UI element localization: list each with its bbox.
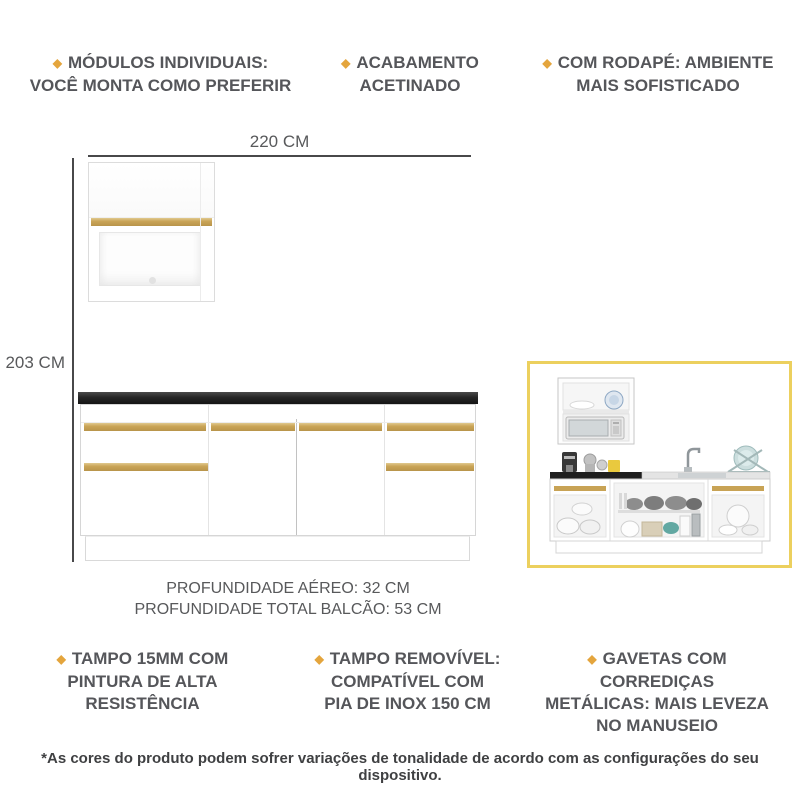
black-countertop bbox=[78, 392, 478, 404]
diamond-bullet-icon: ◆ bbox=[542, 56, 552, 70]
photo-counter bbox=[550, 472, 770, 553]
feature-text: ACETINADO bbox=[359, 76, 461, 95]
counter-body bbox=[80, 404, 476, 536]
height-dimension-label: 203 CM bbox=[5, 353, 65, 372]
counter-cabinet-drawing bbox=[78, 392, 478, 562]
depth-labels bbox=[88, 578, 488, 620]
feature-line bbox=[533, 648, 781, 693]
photo-accessories bbox=[584, 454, 620, 472]
feature-text: PINTURA DE ALTA bbox=[67, 672, 218, 691]
feature-text: ACABAMENTO bbox=[356, 53, 479, 72]
feature-line bbox=[28, 52, 293, 75]
feature-line bbox=[538, 52, 778, 75]
gold-handle-strip bbox=[299, 423, 382, 431]
section-seam bbox=[384, 405, 385, 535]
diamond-bullet-icon: ◆ bbox=[56, 652, 66, 666]
color-disclaimer: *As cores do produto podem sofrer variações de tonalidade de acordo com as configurações do seu dispositivo. bbox=[41, 750, 759, 784]
feature-text: RESISTÊNCIA bbox=[85, 694, 200, 713]
section-seam bbox=[208, 405, 209, 535]
diamond-bullet-icon: ◆ bbox=[587, 652, 597, 666]
feature-text: COMPATÍVEL COM bbox=[331, 672, 484, 691]
feature-text: MÓDULOS INDIVIDUAIS: bbox=[68, 53, 269, 72]
feature-15mm-top bbox=[35, 648, 250, 715]
photo-coffee-machine bbox=[562, 452, 577, 472]
cable-hole bbox=[149, 277, 156, 284]
photo-faucet bbox=[684, 449, 699, 473]
feature-text: NO MANUSEIO bbox=[596, 716, 718, 735]
feature-text: GAVETAS COM CORREDIÇAS bbox=[599, 649, 727, 691]
baseboard-plinth bbox=[85, 536, 470, 561]
wall-cabinet-side-seam bbox=[200, 163, 201, 301]
height-dimension-line bbox=[72, 158, 74, 562]
gold-handle-strip bbox=[386, 463, 474, 471]
photo-microwave bbox=[563, 414, 629, 441]
gold-handle-strip bbox=[84, 463, 208, 471]
feature-line bbox=[320, 52, 500, 75]
feature-text: TAMPO REMOVÍVEL: bbox=[329, 649, 501, 668]
product-photo-frame bbox=[527, 361, 792, 568]
depth-aerial-label: PROFUNDIDADE AÉREO: 32 CM bbox=[166, 580, 410, 597]
feature-individual-modules bbox=[28, 52, 293, 97]
feature-text: VOCÊ MONTA COMO PREFERIR bbox=[29, 76, 292, 95]
gold-handle-strip bbox=[84, 423, 206, 431]
diamond-bullet-icon: ◆ bbox=[341, 56, 351, 70]
feature-line bbox=[35, 648, 250, 671]
center-door-gap bbox=[296, 419, 297, 535]
diamond-bullet-icon: ◆ bbox=[52, 56, 62, 70]
feature-metal-slides bbox=[533, 648, 781, 737]
width-dimension-line bbox=[88, 155, 471, 157]
depth-total-label: PROFUNDIDADE TOTAL BALCÃO: 53 CM bbox=[134, 601, 442, 618]
gold-handle-strip bbox=[387, 423, 474, 431]
feature-removable-top bbox=[305, 648, 510, 715]
feature-text: METÁLICAS: MAIS LEVEZA bbox=[545, 694, 769, 713]
feature-text: COM RODAPÉ: AMBIENTE bbox=[557, 53, 774, 72]
wall-cabinet-niche bbox=[89, 226, 214, 295]
feature-satin-finish bbox=[320, 52, 500, 97]
feature-text: MAIS SOFISTICADO bbox=[576, 76, 740, 95]
diamond-bullet-icon: ◆ bbox=[314, 652, 324, 666]
wall-cabinet-gold-handle bbox=[91, 218, 212, 226]
feature-line bbox=[305, 648, 510, 671]
feature-text: PIA DE INOX 150 CM bbox=[324, 694, 491, 713]
width-dimension-label: 220 CM bbox=[249, 132, 310, 151]
feature-text: TAMPO 15MM COM bbox=[71, 649, 229, 668]
wall-cabinet-drawing bbox=[88, 162, 215, 302]
feature-baseboard bbox=[538, 52, 778, 97]
photo-dish-rack bbox=[728, 446, 770, 472]
photo-wall-cabinet bbox=[558, 378, 634, 444]
gold-handle-strip bbox=[211, 423, 295, 431]
wall-cabinet-door bbox=[89, 163, 214, 218]
product-photo bbox=[530, 364, 789, 565]
